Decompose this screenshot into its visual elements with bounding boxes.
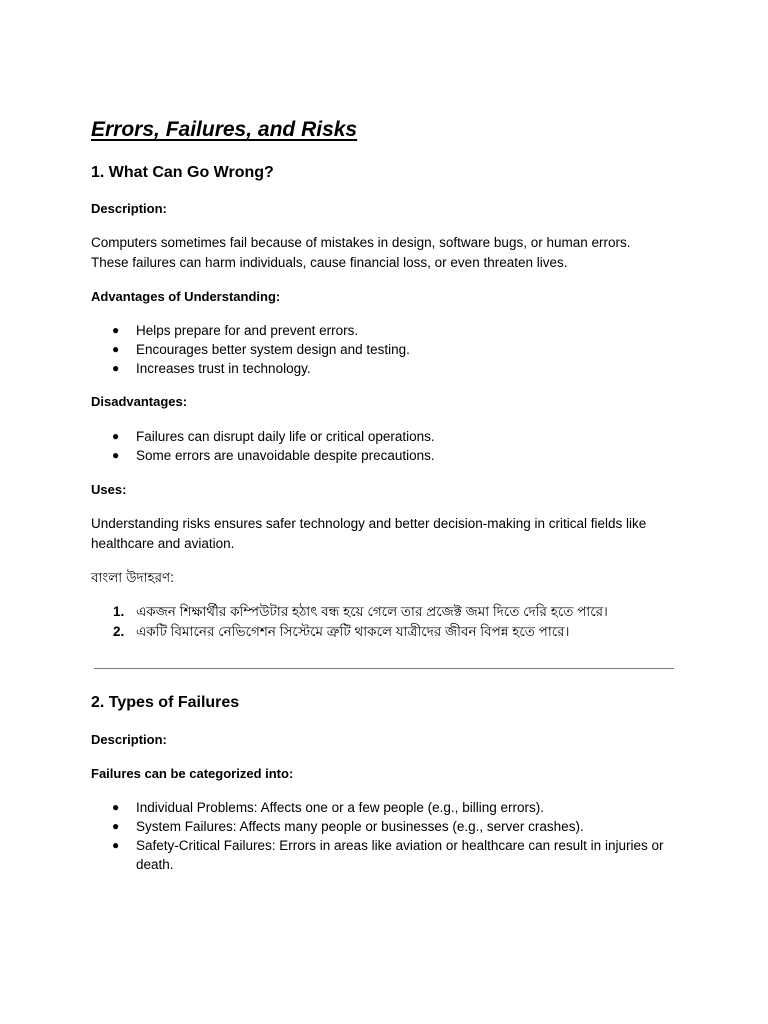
list-item [91,427,691,446]
section-1-heading: 1. What Can Go Wrong? [91,164,274,181]
document-title: Errors, Failures, and Risks [91,118,358,141]
section-1-description-label: Description: [91,201,167,216]
list-item-text-continued: death. [136,857,174,872]
list-item [91,340,691,359]
list-item-text: Helps prepare for and prevent errors. [136,323,359,338]
list-item [91,622,691,642]
disadvantages-label: Disadvantages: [91,394,188,409]
bullet-icon: ● [112,342,120,356]
uses-paragraph [91,514,691,553]
section-2-description-label: Description: [91,732,167,747]
list-item-text: System Failures: Affects many people or businesses (e.g., server crashes). [136,819,584,834]
list-item-text: একটি বিমানের নেভিগেশন সিস্টেমে ত্রুটি থাকলে যাত্রীদের জীবন বিপন্ন হতে পারে। [136,623,570,639]
advantages-label: Advantages of Understanding: [91,289,281,304]
list-item-text: Increases trust in technology. [136,361,311,376]
list-item-text: Failures can disrupt daily life or critical operations. [136,429,435,444]
bangla-example-label: বাংলা উদাহরণ: [91,570,174,585]
list-item [91,798,691,817]
list-item-text: Individual Problems: Affects one or a few people (e.g., billing errors). [136,800,544,815]
bullet-icon: ● [112,361,120,375]
horizontal-divider [94,668,674,669]
bangla-example-list [91,602,691,641]
list-item [91,836,691,874]
bullet-icon: ● [112,429,120,443]
list-item-text: Some errors are unavoidable despite precautions. [136,448,435,463]
bullet-icon: ● [112,838,120,852]
paragraph-line: These failures can harm individuals, cause financial loss, or even threaten lives. [91,254,568,270]
uses-label: Uses: [91,482,127,497]
bullet-icon: ● [112,323,120,337]
list-item [91,446,691,465]
list-item-text: Encourages better system design and testing. [136,342,410,357]
paragraph-line: Computers sometimes fail because of mistakes in design, software bugs, or human errors. [91,235,631,250]
list-number: 1. [113,604,125,619]
section-1-description-paragraph [91,233,691,272]
list-number: 2. [113,623,125,639]
bullet-icon: ● [112,819,120,833]
paragraph-line: healthcare and aviation. [91,535,235,551]
section-2-heading: 2. Types of Failures [91,694,240,711]
list-item [91,602,691,622]
list-item [91,817,691,836]
disadvantages-list [91,427,691,465]
paragraph-line: Understanding risks ensures safer technology and better decision-making in critical fields like [91,516,647,531]
failure-categories-list [91,798,691,874]
list-item [91,359,691,378]
list-item [91,321,691,340]
advantages-list [91,321,691,378]
bullet-icon: ● [112,800,120,814]
bullet-icon: ● [112,448,120,462]
list-item-text: একজন শিক্ষার্থীর কম্পিউটার হঠাৎ বন্ধ হয়ে গেলে তার প্রজেক্ট জমা দিতে দেরি হতে পারে। [136,604,608,619]
categories-label: Failures can be categorized into: [91,766,294,781]
list-item-text: Safety-Critical Failures: Errors in areas like aviation or healthcare can result in injuries or [136,838,664,853]
